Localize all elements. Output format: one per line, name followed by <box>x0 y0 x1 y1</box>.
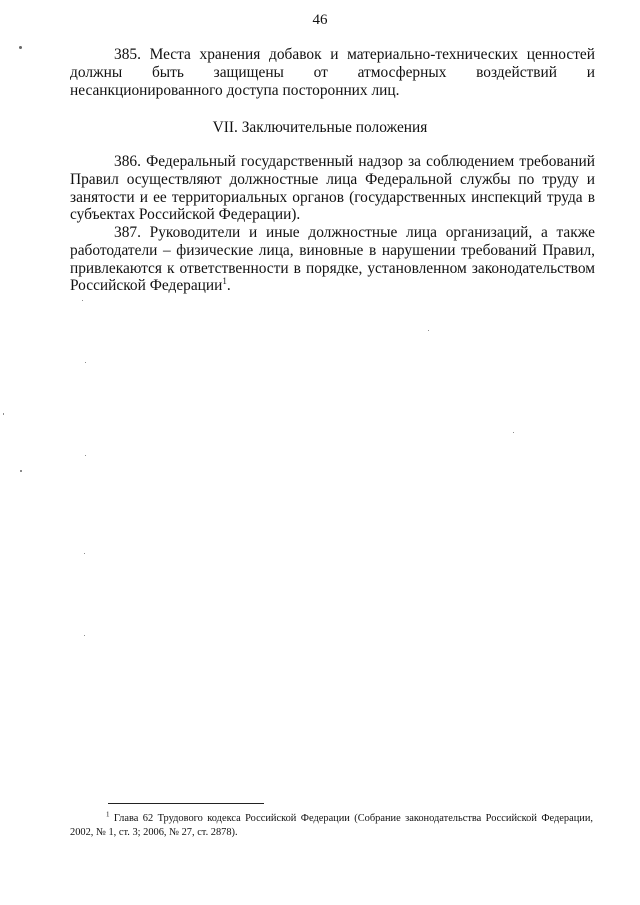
scan-speck <box>20 470 22 472</box>
page-number: 46 <box>312 12 328 28</box>
footnote-text: Глава 62 Трудового кодекса Российской Федерации (Собрание законодательства Российской Федерации, 2002, № 1, ст. 3; 2006, № 27, ст. 2878). <box>70 813 593 838</box>
scan-speck <box>82 300 83 301</box>
scan-speck <box>84 635 85 636</box>
paragraph-386 <box>70 153 595 224</box>
scan-speck <box>84 553 85 554</box>
scan-speck <box>3 413 4 415</box>
paragraph-386-text: 386. Федеральный государственный надзор за соблюдением требований Правил осуществляют должностные лица Федеральной службы по труду и занятости и ее территориальных органов (государственных инспекций труда в субъектах Российской Федерации). <box>70 153 595 224</box>
scan-speck <box>85 455 86 456</box>
footnote-marker: 1 <box>106 810 110 819</box>
scan-speck <box>19 46 22 49</box>
scan-speck <box>85 362 86 363</box>
footnote-divider <box>108 803 264 804</box>
paragraph-387 <box>70 224 595 295</box>
paragraph-385 <box>70 46 595 99</box>
scan-speck <box>428 330 429 331</box>
footnote-reference[interactable]: 1 <box>222 276 227 287</box>
section-heading: VII. Заключительные положения <box>212 119 428 136</box>
paragraph-385-text: 385. Места хранения добавок и материально-технических ценностей должны быть защищены от атмосферных воздействий и несанкционированного доступа посторонних лиц. <box>70 46 595 99</box>
footnote <box>70 812 593 840</box>
scan-speck <box>513 432 514 433</box>
paragraph-387-end: . <box>226 277 231 295</box>
paragraph-387-body: 387. Руководители и иные должностные лица организаций, а также работодатели – физические лица, виновные в нарушении требований Правил, привлекаются к ответственности в порядке, установленном законодательством Российской Федерации <box>70 224 595 295</box>
paragraph-387-text <box>70 224 595 295</box>
